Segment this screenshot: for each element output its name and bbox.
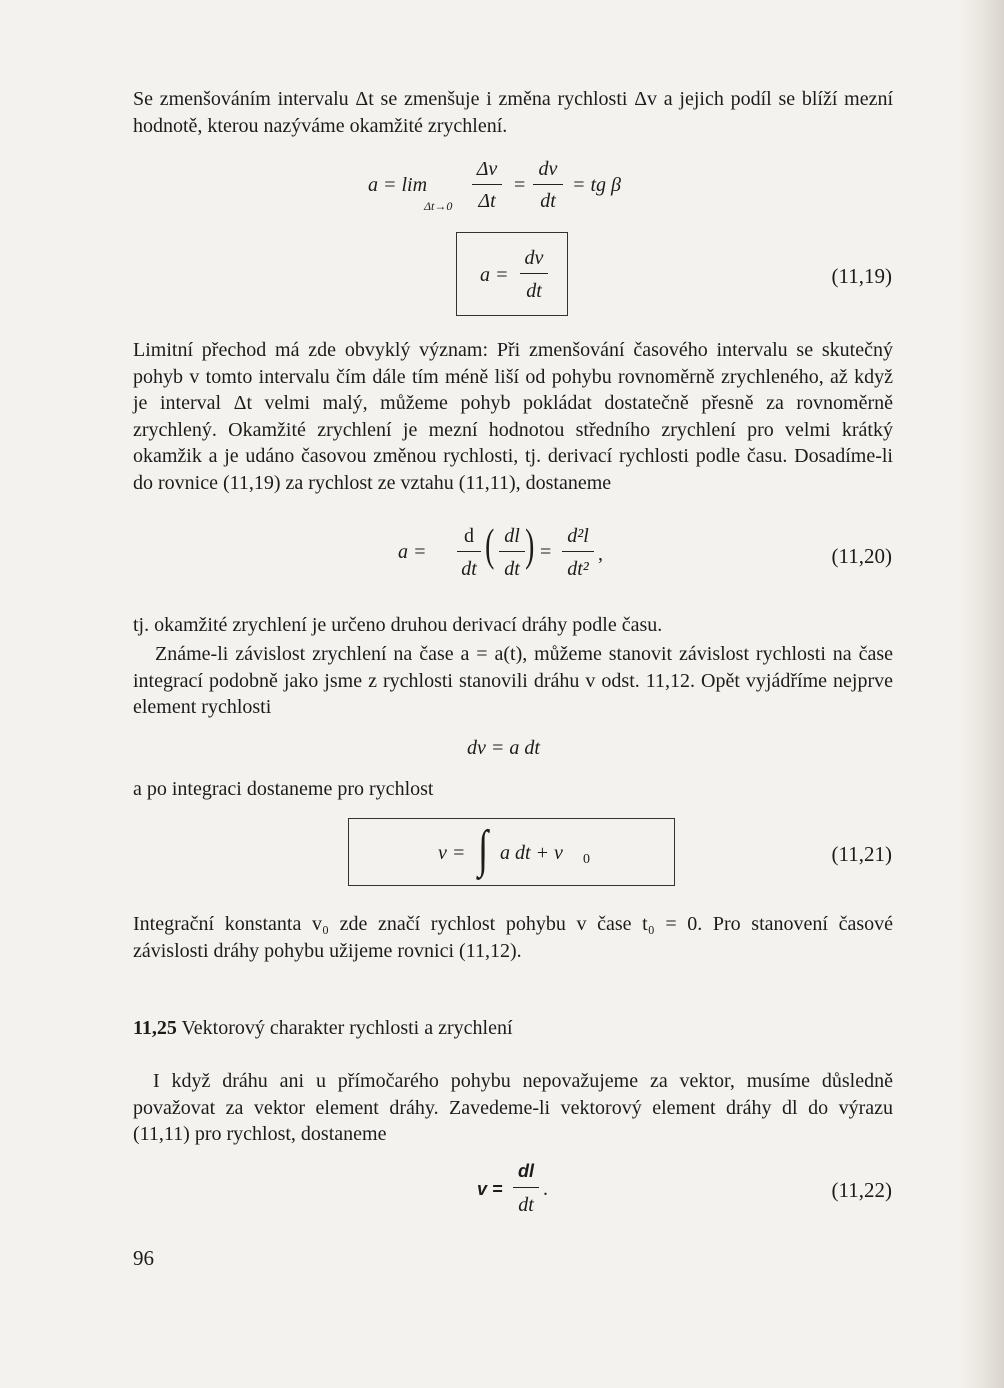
equation-number-11-21: (11,21) [831,842,892,866]
eq1120-den2: dt [504,558,520,580]
eq1120-comma: , [598,543,603,565]
section-heading [133,1017,513,1040]
equation-number-11-22: (11,22) [831,1178,892,1202]
eq1120-num1: d [464,525,474,547]
eq-lim-den2: dt [540,190,556,212]
eq1122-den: dt [518,1194,534,1216]
eq1122-dot: . [543,1178,548,1200]
page-number: 96 [133,1246,154,1270]
eq1120-lhs: a = [398,541,427,563]
eq1119-lhs: a = [480,264,509,286]
equation-number-11-19: (11,19) [831,264,892,288]
eq1120-num3: d²l [567,525,589,547]
paragraph-1: Se zmenšováním intervalu Δt se zmenšuje i změna rychlosti Δv a jejich podíl se blíží mezní hodnotě, kterou nazýváme okamžité zrychlení. [133,88,893,137]
section-title: Vektorový charakter rychlosti a zrychlení [181,1017,513,1039]
eq1119-den: dt [526,280,542,302]
eq-lim-num1: Δv [476,158,498,180]
equation-number-11-20: (11,20) [831,544,892,568]
eq1121-lhs: v = [438,842,466,864]
paragraph-7: I když dráhu ani u přímočarého pohybu nepovažujeme za vektor, musíme důsledně považovat za vektor element dráhy. Zavedeme-li vektorový element dráhy dl do výrazu (11,11) pro rychlost, dostaneme [133,1070,893,1145]
eq1119-num: dv [524,247,544,269]
eq1122-lhs-text: v = [477,1179,503,1199]
paragraph-5: a po integraci dostaneme pro rychlost [133,778,434,800]
equation-box-11-19 [456,232,568,316]
eq-lim-eq2: = [514,174,526,196]
eq1122-lhs [477,1178,503,1201]
paragraph-6: Integrační konstanta v₀ zde značí rychlost pohybu v čase t₀ = 0. Pro stanovení časové závislosti dráhy pohybu užijeme rovnici (11,12). [133,913,893,962]
eq-lim-tail: = tg β [572,174,622,196]
paragraph-4: Známe-li závislost zrychlení na čase a = a(t), můžeme stanovit závislost rychlosti na čase integrací podobně jako jsme z rychlosti stanovili dráhu v odst. 11,12. Opět vyjádříme nejprve element rychlosti [133,643,893,718]
eq1120-eq: = [540,541,552,563]
equation-dv: dv = a dt [467,737,540,759]
eq-lim-num2: dv [538,158,558,180]
section-number: 11,25 [133,1017,177,1039]
eq-lim-sub: Δt→0 [424,199,453,213]
eq1120-num2: dl [504,525,520,547]
eq-lim-lhs: a = lim [368,174,428,196]
paragraph-2: Limitní přechod má zde obvyklý význam: Při zmenšování časového intervalu se skutečný pohyb v tomto intervalu čím dále tím méně liší od pohybu rovnoměrně zrychleného, až když je interval Δt velmi malý, můžeme pohyb pokládat dostatečně přesně za rovnoměrně zrychlený. Okamžité zrychlení je mezní hodnotou středního zrychlení pro velmi krátký okamžik a je udáno časovou změnou rychlosti, tj. derivací rychlosti podle času. Dosadíme-li do rovnice (11,19) za rychlost ze vztahu (11,11), dostaneme [133,339,893,494]
eq1120-den1: dt [461,558,477,580]
eq1122-num [512,1160,540,1183]
eq-lim-den1: Δt [478,190,496,212]
eq1121-sub: 0 [583,852,590,867]
eq1122-num-text: dl [518,1161,534,1181]
integral-sign: ∫ [478,821,489,878]
page-edge [958,0,1004,1388]
paragraph-3: tj. okamžité zrychlení je určeno druhou derivací dráhy podle času. [133,614,663,636]
eq1120-den3: dt² [567,558,589,580]
eq1121-rhs: a dt + v [500,842,563,864]
